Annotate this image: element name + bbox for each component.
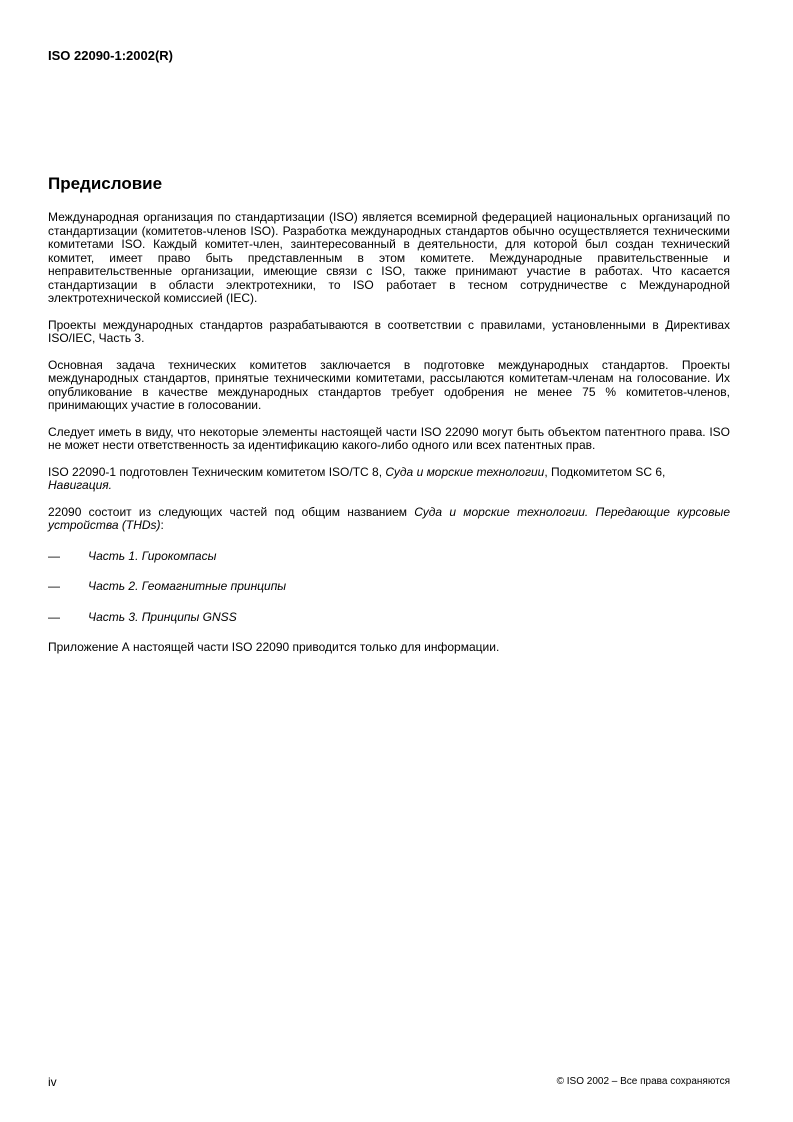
list-item bbox=[48, 550, 730, 564]
paragraph-committee-task: Основная задача технических комитетов заключается в подготовке международных стандартов. Проекты международных стандартов, принятые техническими комитетами, рассылаются комитетам-членам на голосование. Их опубликование в качестве международных стандартов требует одобрения не менее 75 % комитетов-членов, принимающих участие в голосовании. bbox=[48, 357, 730, 412]
list-item bbox=[48, 580, 730, 594]
list-item-text: Часть 1. Гирокомпасы bbox=[88, 548, 217, 563]
paragraph-iso-intro: Международная организация по стандартизации (ISO) является всемирной федерацией национальных организаций по стандартизации (комитетов-членов ISO). Разработка международных стандартов обычно осуществляется техническими комитетами ISO. Каждый комитет-член, заинтересованный в деятельности, для которой был создан технический комитет, имеет право быть представленным в этом комитете. Международные правительственные и неправительственные организации, имеющие связи с ISO, также принимают участие в работах. Что касается стандартизации в области электротехники, то ISO работает в тесном сотрудничестве с Международной электротехнической комиссией (IEC). bbox=[48, 210, 730, 305]
list-dash: — bbox=[48, 609, 60, 624]
paragraph-patent-rights: Следует иметь в виду, что некоторые элементы настоящей части ISO 22090 могут быть объектом патентного права. ISO не может нести ответственность за идентификацию какого-либо одного или всех патентных прав. bbox=[48, 424, 730, 452]
page-number: iv bbox=[48, 1075, 57, 1089]
foreword-body bbox=[48, 211, 730, 668]
list-dash: — bbox=[48, 548, 60, 563]
paragraph-drafts-rules: Проекты международных стандартов разрабатываются в соответствии с правилами, установленными в Директивах ISO/IEC, Часть 3. bbox=[48, 317, 730, 345]
list-item-text: Часть 2. Геомагнитные принципы bbox=[88, 579, 287, 593]
document-id-header: ISO 22090-1:2002(R) bbox=[48, 48, 174, 63]
parts-intro-text-a: 22090 состоит из следующих частей под общим названием bbox=[48, 504, 415, 519]
prepared-by-subcommittee-title: Навигация. bbox=[48, 478, 113, 492]
list-item-text: Часть 3. Принципы GNSS bbox=[88, 609, 237, 624]
list-item bbox=[48, 611, 730, 625]
prepared-by-text-a: ISO 22090-1 подготовлен Техническим комитетом ISO/TC 8, bbox=[48, 464, 386, 479]
copyright-notice: © ISO 2002 – Все права сохраняются bbox=[556, 1076, 730, 1087]
list-dash: — bbox=[48, 579, 60, 593]
paragraph-prepared-by bbox=[48, 466, 730, 493]
parts-intro-text-c: : bbox=[160, 518, 164, 532]
prepared-by-committee-title: Суда и морские технологии bbox=[385, 464, 545, 479]
parts-general-title: Суда и морские технологии. Передающие курсовые устройства (THDs) bbox=[48, 504, 730, 532]
page-title: Предисловие bbox=[48, 174, 163, 193]
prepared-by-text-c: , Подкомитетом SC 6, bbox=[544, 464, 666, 479]
paragraph-annex-note: Приложение А настоящей части ISO 22090 приводится только для информации. bbox=[48, 640, 500, 654]
paragraph-parts-intro bbox=[48, 506, 730, 533]
